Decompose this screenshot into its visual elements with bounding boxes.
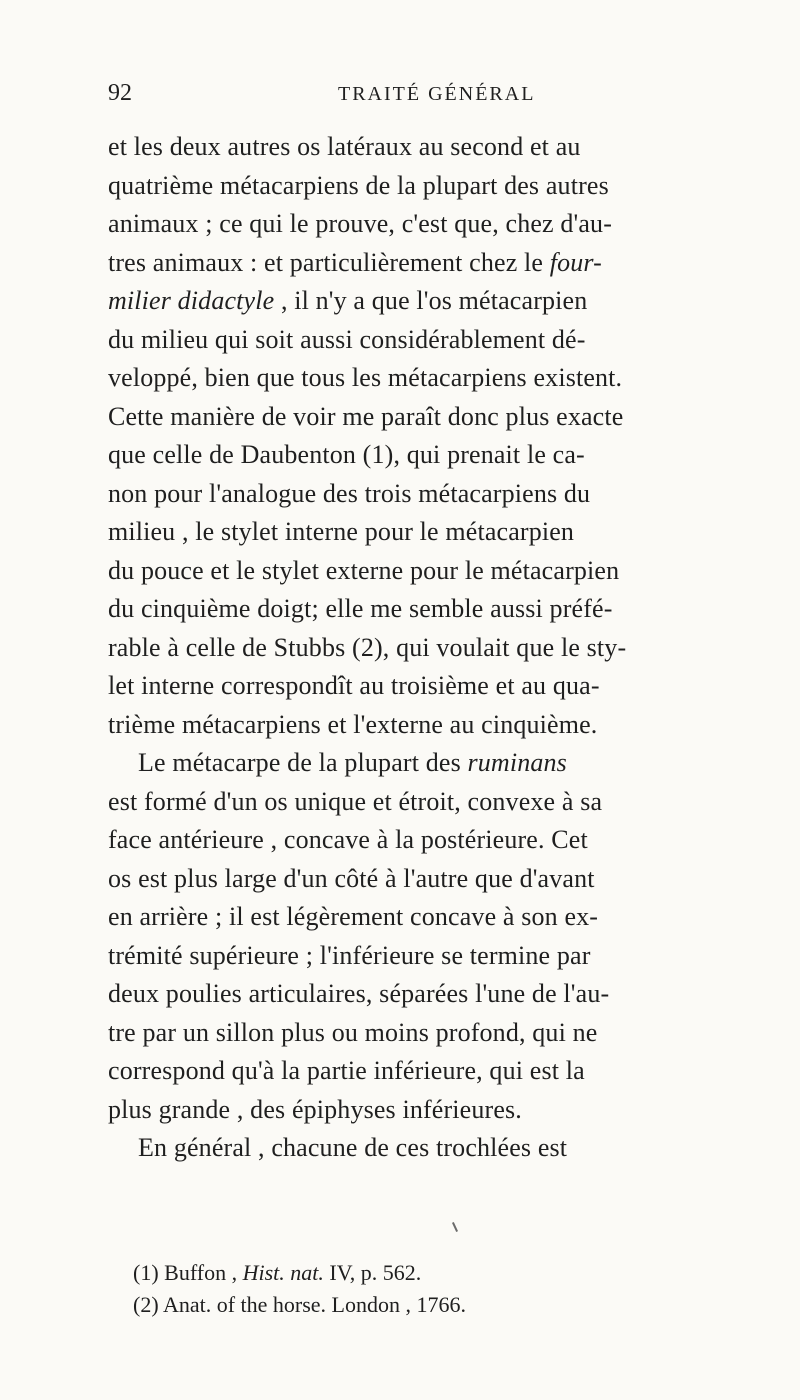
body-line: [108, 243, 602, 282]
body-line-text: trième métacarpiens et l'externe au cinquième.: [108, 709, 598, 739]
footnote-line-italic-text: Hist. nat.: [242, 1260, 324, 1285]
body-line: [108, 1051, 585, 1090]
running-head: [108, 80, 708, 110]
body-line: [108, 474, 590, 513]
body-line: [108, 204, 612, 243]
body-line-text: du cinquième doigt; elle me semble aussi préfé-: [108, 594, 613, 623]
body-line: [138, 1128, 567, 1167]
body-line-text: , il n'y a que l'os métacarpien: [274, 286, 588, 315]
body-line: [108, 897, 598, 936]
body-line-text: Cette manière de voir me paraît donc plus exacte: [108, 401, 624, 431]
body-line: [108, 936, 591, 975]
body-line: [138, 743, 567, 782]
body-line: [108, 551, 619, 590]
footnote-line-text: IV, p. 562.: [323, 1260, 422, 1285]
body-line: [108, 820, 588, 859]
body-line-text: deux poulies articulaires, séparées l'une de l'au-: [108, 979, 610, 1008]
body-line: [108, 166, 609, 205]
body-line-text: plus grande , des épiphyses inférieures.: [108, 1094, 522, 1124]
body-line-italic-text: milier didactyle: [108, 286, 275, 315]
body-line-text: milieu , le stylet interne pour le métacarpien: [108, 517, 575, 546]
footnote-line: [133, 1290, 466, 1320]
body-line: [108, 512, 574, 551]
footnotes: [133, 1258, 733, 1348]
body-line: [108, 281, 587, 320]
body-line: [108, 974, 609, 1013]
body-line-text: est formé d'un os unique et étroit, convexe à sa: [108, 786, 603, 816]
body-line: [108, 782, 602, 821]
body-line: [108, 435, 585, 474]
body-text: [0, 117, 800, 1167]
body-line-italic-text: ruminans: [467, 748, 567, 777]
body-line: [108, 666, 600, 705]
body-line-text: quatrième métacarpiens de la plupart des autres: [108, 170, 609, 200]
body-line: [108, 358, 622, 397]
footnote-line-text: (2) Anat. of the horse. London , 1766.: [133, 1292, 466, 1317]
footnote-line: [133, 1258, 421, 1288]
body-line-text: et les deux autres os latéraux au second et au: [108, 132, 581, 161]
running-head-title: TRAITÉ GÉNÉRAL: [338, 83, 536, 105]
body-line: [108, 397, 623, 436]
body-line-text: tre par un sillon plus ou moins profond, qui ne: [108, 1017, 598, 1047]
stray-mark: [452, 1222, 458, 1232]
body-line-text: du pouce et le stylet externe pour le métacarpien: [108, 555, 620, 585]
body-line-text: let interne correspondît au troisième et au qua-: [108, 671, 600, 700]
body-line-text: En général , chacune de ces trochlées est: [138, 1133, 568, 1162]
body-line-italic-text: four-: [549, 247, 602, 277]
body-line-text: du milieu qui soit aussi considérablement dé-: [108, 324, 586, 354]
body-line-text: tres animaux : et particulièrement chez le: [108, 247, 550, 277]
body-line-text: en arrière ; il est légèrement concave à son ex-: [108, 902, 599, 931]
body-line: [108, 1013, 597, 1052]
body-line-text: Le métacarpe de la plupart des: [138, 748, 468, 777]
body-line: [108, 127, 581, 166]
body-line-text: non pour l'analogue des trois métacarpiens du: [108, 478, 591, 508]
body-line: [108, 320, 586, 359]
page-number: 92: [108, 80, 132, 106]
body-line-text: os est plus large d'un côté à l'autre que d'avant: [108, 863, 595, 893]
body-line-text: face antérieure , concave à la postérieure. Cet: [108, 825, 588, 854]
body-line: [108, 1090, 522, 1129]
body-line: [108, 859, 595, 898]
footnote-line-text: (1) Buffon ,: [133, 1260, 243, 1285]
body-line-text: animaux ; ce qui le prouve, c'est que, chez d'au-: [108, 209, 613, 238]
body-line-text: correspond qu'à la partie inférieure, qui est la: [108, 1056, 585, 1085]
body-line: [108, 628, 626, 667]
body-line-text: trémité supérieure ; l'inférieure se termine par: [108, 940, 591, 970]
body-line-text: que celle de Daubenton (1), qui prenait le ca-: [108, 440, 585, 469]
body-line: [108, 589, 613, 628]
body-line-text: veloppé, bien que tous les métacarpiens existent.: [108, 363, 623, 392]
body-line-text: rable à celle de Stubbs (2), qui voulait que le sty-: [108, 632, 627, 662]
body-line: [108, 705, 597, 744]
